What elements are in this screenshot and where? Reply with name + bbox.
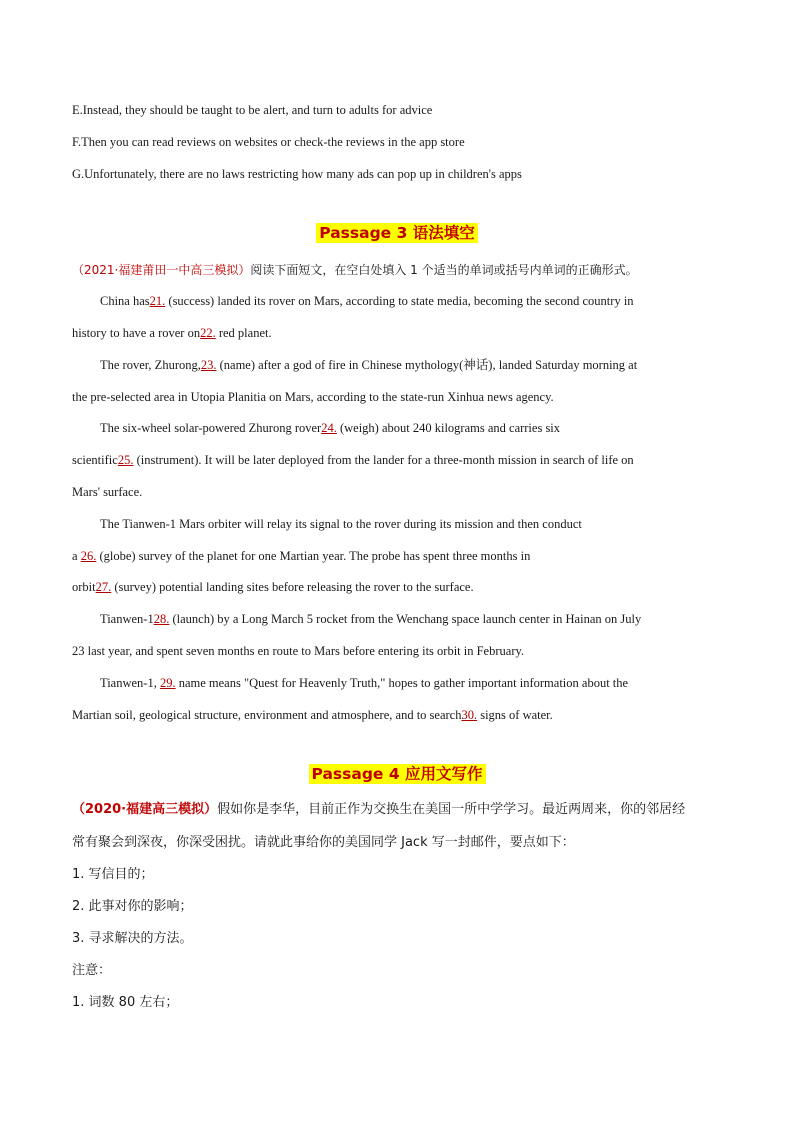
- blank-22[interactable]: 22.: [200, 326, 216, 340]
- p3-line1: [100, 420, 560, 436]
- passage4-intro-line1: [72, 802, 685, 818]
- text: history to have a rover on: [72, 326, 201, 340]
- passage4-note-label: 注意：: [72, 963, 112, 978]
- text: a: [72, 549, 81, 563]
- passage4-point1: 1. 写信目的；: [72, 867, 154, 882]
- p3-line2: [72, 452, 634, 468]
- text: (globe) survey of the planet for one Martian year. The probe has spent three months in: [96, 549, 531, 563]
- blank-24[interactable]: 24.: [321, 421, 337, 435]
- option-e: E.Instead, they should be taught to be alert, and turn to adults for advice: [72, 103, 433, 117]
- passage3-instruction: 阅读下面短文，在空白处填入 1 个适当的单词或括号内单词的正确形式。: [250, 263, 638, 277]
- p4-line1: The Tianwen-1 Mars orbiter will relay its signal to the rover during its mission and then conduct: [100, 517, 582, 531]
- blank-29[interactable]: 29.: [159, 676, 176, 690]
- blank-30[interactable]: 30.: [461, 708, 478, 722]
- passage4-heading-text: Passage 4 应用文写作: [309, 764, 486, 784]
- text: red planet.: [215, 326, 272, 340]
- option-f: F.Then you can read reviews on websites or check-the reviews in the app store: [72, 135, 465, 149]
- text: The rover, Zhurong,: [100, 358, 201, 372]
- text: name means "Quest for Heavenly Truth," hopes to gather important information about the: [175, 676, 629, 690]
- text: Tianwen-1: [100, 612, 154, 626]
- text: signs of water.: [477, 708, 553, 722]
- passage4-point3: 3. 寻求解决的方法。: [72, 931, 193, 946]
- text: (success) landed its rover on Mars, according to state media, becoming the second country in: [165, 294, 634, 308]
- blank-26[interactable]: 26.: [80, 549, 97, 563]
- text: (launch) by a Long March 5 rocket from the Wenchang space launch center in Hainan on July: [169, 612, 642, 626]
- passage3-instruction-line: [72, 262, 638, 278]
- passage4-point2: 2. 此事对你的影响；: [72, 899, 193, 914]
- blank-27[interactable]: 27.: [95, 580, 112, 594]
- text: (instrument). It will be later deployed from the lander for a three-month mission in search of life on: [133, 453, 634, 467]
- blank-25[interactable]: 25.: [117, 453, 134, 467]
- passage3-heading-text: Passage 3 语法填空: [316, 223, 478, 243]
- p6-line2: [72, 707, 553, 723]
- text: scientific: [72, 453, 118, 467]
- blank-23[interactable]: 23.: [200, 358, 217, 372]
- passage4-intro-line2: 常有聚会到深夜，你深受困扰。请就此事给你的美国同学 Jack 写一封邮件，要点如下：: [72, 835, 575, 850]
- passage4-heading: [0, 763, 794, 786]
- text: Tianwen-1,: [100, 676, 160, 690]
- text: China has: [100, 294, 150, 308]
- p1-line2: [72, 325, 272, 341]
- p1-line1: [100, 293, 634, 309]
- p5-line1: [100, 611, 641, 627]
- p2-line2: the pre-selected area in Utopia Planitia on Mars, according to the state-run Xinhua news agency.: [72, 390, 554, 404]
- text: (weigh) about 240 kilograms and carries six: [336, 421, 561, 435]
- p5-line2: 23 last year, and spent seven months en route to Mars before entering its orbit in February.: [72, 644, 525, 658]
- text: (survey) potential landing sites before releasing the rover to the surface.: [111, 580, 474, 594]
- text: The six-wheel solar-powered Zhurong rover: [100, 421, 322, 435]
- text: (name) after a god of fire in Chinese mythology(神话), landed Saturday morning at: [216, 358, 638, 372]
- p2-line1: [100, 357, 637, 373]
- p3-line3: Mars' surface.: [72, 485, 143, 499]
- blank-21[interactable]: 21.: [149, 294, 166, 308]
- blank-28[interactable]: 28.: [153, 612, 170, 626]
- text: 假如你是李华，目前正作为交换生在美国一所中学学习。最近两周来，你的邻居经: [217, 802, 686, 817]
- p6-line1: [100, 675, 628, 691]
- text: orbit: [72, 580, 96, 594]
- p4-line3: [72, 579, 474, 595]
- passage4-note1: 1. 词数 80 左右；: [72, 995, 179, 1010]
- passage3-source: （2021·福建莆田一中高三模拟）: [72, 263, 251, 277]
- option-g: G.Unfortunately, there are no laws restricting how many ads can pop up in children's apps: [72, 167, 522, 181]
- passage4-source: （2020·福建高三模拟）: [72, 802, 218, 817]
- passage3-heading: [0, 222, 794, 245]
- p4-line2: [72, 548, 530, 564]
- text: Martian soil, geological structure, environment and atmosphere, and to search: [72, 708, 462, 722]
